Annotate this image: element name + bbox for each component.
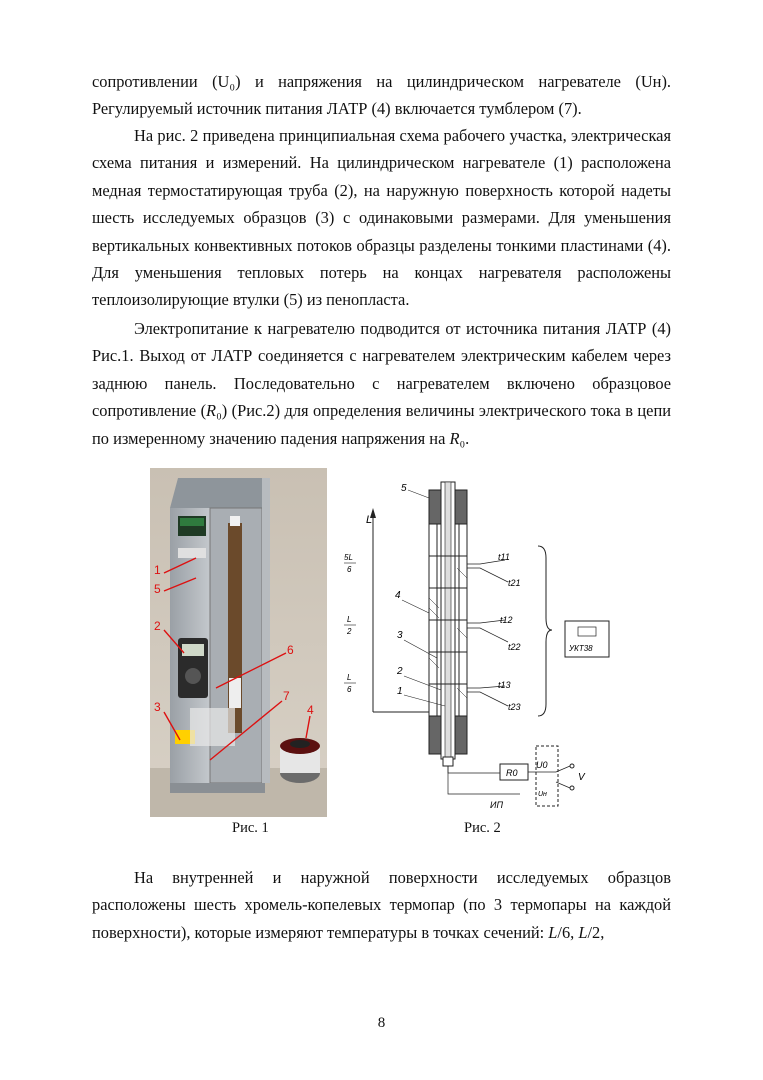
page-number: 8: [377, 1015, 386, 1031]
p3-r-symbol-1: R: [206, 401, 217, 421]
photo-label-7: 7: [283, 689, 290, 703]
paragraph-3-text: [92, 315, 671, 452]
tick-l2: L: [347, 615, 352, 624]
part-4-label: 4: [395, 590, 401, 601]
thermocouple-t13: t13: [498, 680, 511, 690]
p4-part-a: На внутренней и наружной поверхности исследуемых образцов расположены шесть хромель-копелевых термопар (по 3 термопары на каждой поверхности), которые измеряют температуры в точках сечений:: [92, 868, 671, 942]
power-source-label: ИП: [490, 800, 503, 810]
thermocouple-t23: t23: [508, 702, 521, 712]
tick-2: 2: [347, 627, 352, 636]
paragraph-1-text: сопротивлении (U₀) и напряжения на цилиндрическом нагревателе (Uн). Регулируемый источник питания ЛАТР (4) включается тумблером (7).: [92, 72, 671, 119]
photo-label-4: 4: [307, 703, 314, 717]
p3-part-b: ₀) (Рис.2) для определения величины электрического тока в цепи по измеренному значению падения напряжения на: [92, 401, 671, 448]
p4-l-symbol-2: L: [578, 922, 588, 942]
paragraph-1: [92, 68, 671, 123]
ukt38-label: УКТ38: [569, 644, 593, 653]
paragraph-4: [92, 864, 671, 946]
thermocouple-t12: t12: [500, 615, 513, 625]
figure-1-photo: [150, 468, 327, 817]
p4-l-symbol-1: L: [548, 922, 558, 942]
paragraph-2-text: На рис. 2 приведена принципиальная схема рабочего участка, электрическая схема питания и измерений. На цилиндрическом нагревателе (1) расположена медная термостатирующая труба (2), на наружную поверхность которой надеты шесть исследуемых образцов (3) с одинаковыми размерами. Для уменьшения вертикальных конвективных потоков образцы разделены тонкими пластинами (4). Для уменьшения тепловых потерь на концах нагревателя расположены теплоизолирующие втулки (5) из пенопласта.: [92, 126, 671, 310]
photo-label-5: 5: [154, 582, 161, 596]
paragraph-4-text: [92, 864, 671, 946]
photo-label-6: 6: [287, 643, 294, 657]
tick-l6: L: [347, 673, 352, 682]
p3-part-a: Электропитание к нагревателю подводится от источника питания ЛАТР (4) Рис.1. Выход от ЛАТР соединяется с нагревателем электрическим кабелем через заднюю панель. Последовательно с нагревателем включено образцовое сопротивление (: [92, 319, 671, 421]
tick-5l: 5L: [344, 553, 353, 562]
figure-2-caption: Рис. 2: [464, 820, 501, 836]
tick-6b: 6: [347, 685, 352, 694]
thermocouple-t11: t11: [498, 552, 510, 562]
thermocouple-t21: t21: [508, 578, 521, 588]
part-1-label: 1: [397, 686, 403, 697]
grouping-brace: [538, 546, 552, 716]
p3-r-symbol-2: R: [449, 428, 460, 448]
paragraph-3: [92, 315, 671, 452]
photo-label-3: 3: [154, 700, 161, 714]
part-3-label: 3: [397, 630, 403, 641]
figure-1-caption: Рис. 1: [232, 820, 269, 836]
voltage-v-label: V: [578, 772, 585, 783]
voltage-un-label: Uн: [538, 791, 547, 798]
paragraph-2: [92, 122, 671, 314]
tick-6a: 6: [347, 565, 352, 574]
axis-label-l: L: [366, 514, 373, 526]
photo-label-2: 2: [154, 619, 161, 633]
thermocouple-t22: t22: [508, 642, 521, 652]
figure-2-diagram: [340, 468, 670, 818]
photo-label-1: 1: [154, 563, 161, 577]
part-2-label: 2: [397, 666, 403, 677]
p3-part-c: ₀.: [459, 428, 470, 448]
p4-part-b: /6,: [557, 922, 579, 942]
voltage-u0-label: U0: [536, 760, 548, 770]
p4-part-c: /2,: [587, 922, 605, 942]
part-5-label: 5: [401, 483, 407, 494]
resistor-label: R0: [506, 768, 518, 778]
